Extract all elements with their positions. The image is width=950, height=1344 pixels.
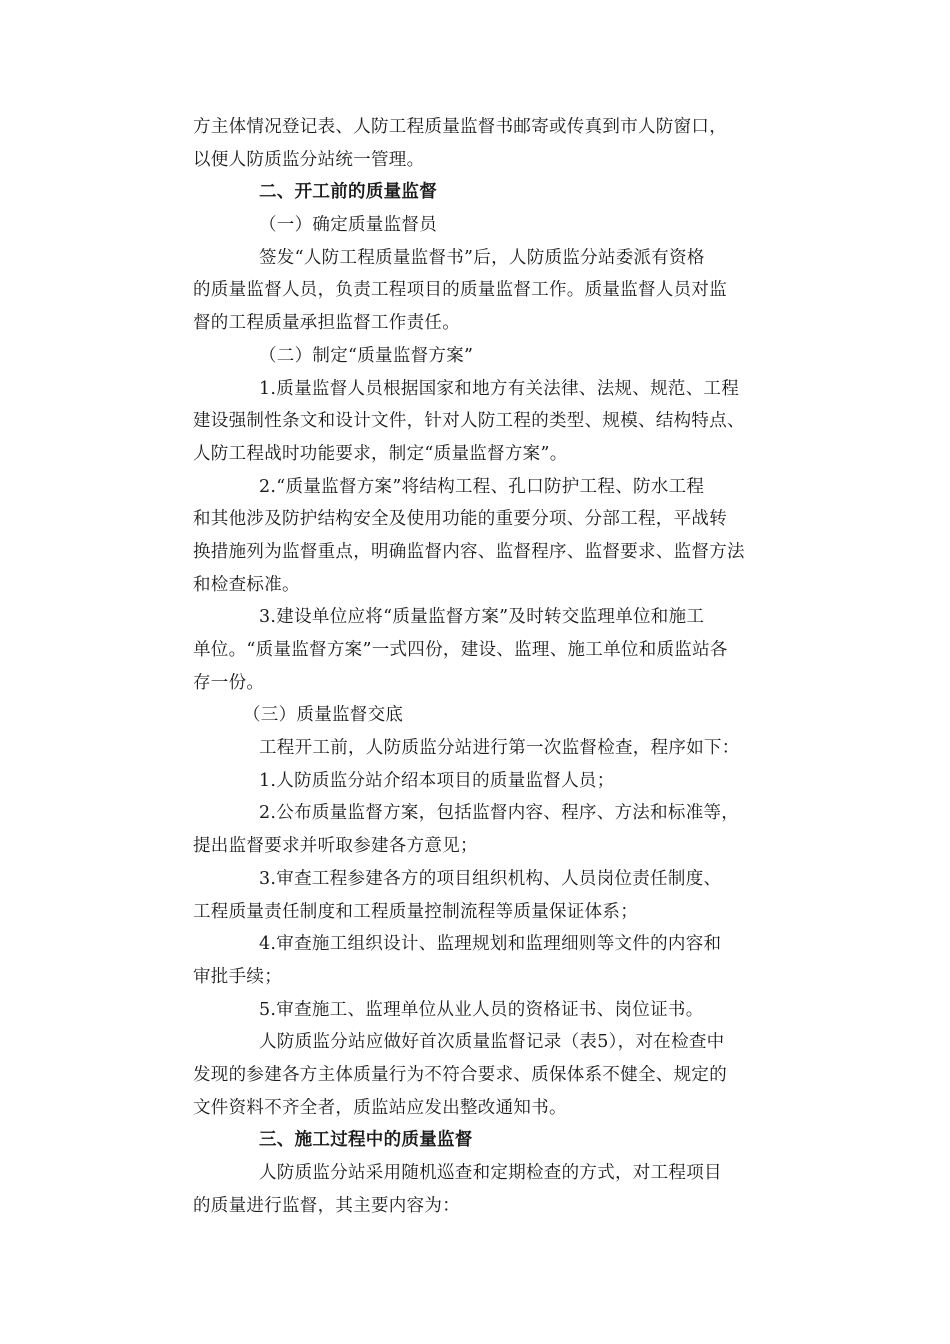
section-heading: 三、施工过程中的质量监督 bbox=[259, 1130, 473, 1151]
text-line: （一）确定质量监督员 bbox=[259, 215, 437, 236]
text-line: 和其他涉及防护结构安全及使用功能的重要分项、分部工程，平战转 bbox=[193, 509, 727, 530]
text-line: （二）制定“质量监督方案” bbox=[259, 345, 474, 366]
text-line: 和检查标准。 bbox=[193, 574, 300, 595]
text-line: 4.审查施工组织设计、监理规划和监理细则等文件的内容和 bbox=[259, 934, 722, 955]
text-line: 督的工程质量承担监督工作责任。 bbox=[193, 313, 460, 334]
text-line: 以便人防质监分站统一管理。 bbox=[193, 149, 425, 170]
text-line: 人防质监分站应做好首次质量监督记录（表5），对在检查中 bbox=[259, 1032, 725, 1053]
text-line: （三）质量监督交底 bbox=[243, 705, 404, 726]
text-line: 2.公布质量监督方案，包括监督内容、程序、方法和标准等， bbox=[259, 803, 740, 824]
text-line: 1.质量监督人员根据国家和地方有关法律、法规、规范、工程 bbox=[259, 378, 740, 399]
text-line: 工程开工前，人防质监分站进行第一次监督检查，程序如下： bbox=[259, 738, 740, 759]
text-line: 单位。“质量监督方案”一式四份，建设、监理、施工单位和质监站各 bbox=[193, 640, 728, 660]
text-line: 方主体情况登记表、人防工程质量监督书邮寄或传真到市人防窗口， bbox=[193, 117, 727, 137]
text-line: 1.人防质监分站介绍本项目的质量监督人员； bbox=[259, 770, 615, 791]
text-line: 发现的参建各方主体质量行为不符合要求、质保体系不健全、规定的 bbox=[193, 1064, 727, 1085]
text-line: 人防工程战时功能要求，制定“质量监督方案”。 bbox=[193, 443, 568, 464]
text-line: 审批手续； bbox=[193, 966, 282, 987]
text-line: 建设强制性条文和设计文件，针对人防工程的类型、规模、结构特点、 bbox=[193, 411, 745, 432]
document-body bbox=[193, 111, 759, 1222]
section-heading: 二、开工前的质量监督 bbox=[259, 182, 437, 203]
text-line: 2.“质量监督方案”将结构工程、孔口防护工程、防水工程 bbox=[259, 476, 705, 497]
text-line: 5.审查施工、监理单位从业人员的资格证书、岗位证书。 bbox=[259, 999, 704, 1020]
text-line: 3.建设单位应将“质量监督方案”及时转交监理单位和施工 bbox=[259, 607, 705, 628]
text-line: 存一份。 bbox=[193, 672, 265, 693]
text-line: 换措施列为监督重点，明确监督内容、监督程序、监督要求、监督方法 bbox=[193, 541, 745, 562]
text-line: 的质量进行监督，其主要内容为： bbox=[193, 1195, 460, 1216]
text-line: 提出监督要求并听取参建各方意见； bbox=[193, 836, 478, 857]
text-line: 签发“人防工程质量监督书”后，人防质监分站委派有资格 bbox=[259, 247, 705, 268]
text-line: 工程质量责任制度和工程质量控制流程等质量保证体系； bbox=[193, 901, 638, 922]
text-line: 3.审查工程参建各方的项目组织机构、人员岗位责任制度、 bbox=[259, 868, 722, 889]
text-line: 文件资料不齐全者，质监站应发出整改通知书。 bbox=[193, 1097, 567, 1118]
text-line: 的质量监督人员，负责工程项目的质量监督工作。质量监督人员对监 bbox=[193, 280, 727, 301]
text-line: 人防质监分站采用随机巡查和定期检查的方式，对工程项目 bbox=[259, 1163, 722, 1183]
